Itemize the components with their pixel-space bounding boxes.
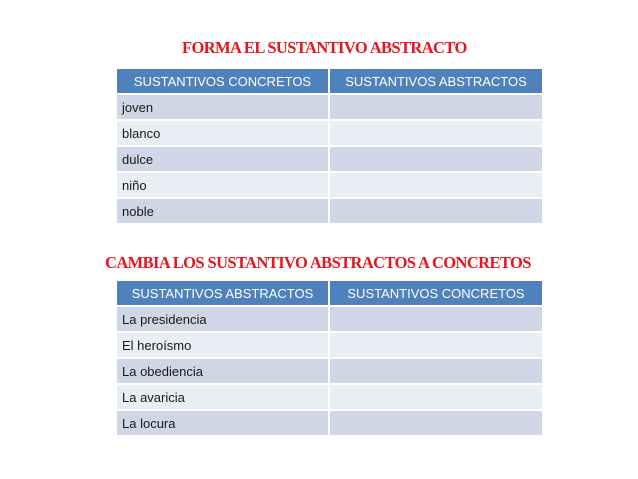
abstract-to-concrete-table: [115, 279, 544, 437]
table-row: [117, 307, 542, 331]
table-row: [117, 385, 542, 409]
column-header-concrete: SUSTANTIVOS CONCRETOS: [330, 281, 542, 305]
answer-cell[interactable]: [330, 333, 542, 357]
word-cell: La locura: [117, 411, 328, 435]
table-row: [117, 411, 542, 435]
word-cell: blanco: [117, 121, 328, 145]
answer-cell[interactable]: [330, 411, 542, 435]
section2-title: CAMBIA LOS SUSTANTIVO ABSTRACTOS A CONCRETOS: [105, 253, 531, 272]
table-row: [117, 173, 542, 197]
column-header-abstract: SUSTANTIVOS ABSTRACTOS: [117, 281, 328, 305]
word-cell: La obediencia: [117, 359, 328, 383]
answer-cell[interactable]: [330, 147, 542, 171]
answer-cell[interactable]: [330, 199, 542, 223]
section1-title: FORMA EL SUSTANTIVO ABSTRACTO: [182, 38, 467, 57]
word-cell: noble: [117, 199, 328, 223]
answer-cell[interactable]: [330, 173, 542, 197]
column-header-concrete: SUSTANTIVOS CONCRETOS: [117, 69, 328, 93]
word-cell: La avaricia: [117, 385, 328, 409]
table-row: [117, 359, 542, 383]
answer-cell[interactable]: [330, 359, 542, 383]
table-row: [117, 121, 542, 145]
table-row: [117, 147, 542, 171]
table-header-row: [117, 281, 542, 305]
table-row: [117, 333, 542, 357]
column-header-abstract: SUSTANTIVOS ABSTRACTOS: [330, 69, 542, 93]
word-cell: niño: [117, 173, 328, 197]
table-header-row: [117, 69, 542, 93]
answer-cell[interactable]: [330, 121, 542, 145]
table-row: [117, 95, 542, 119]
concrete-to-abstract-table: [115, 67, 544, 225]
table-row: [117, 199, 542, 223]
answer-cell[interactable]: [330, 385, 542, 409]
word-cell: El heroísmo: [117, 333, 328, 357]
word-cell: dulce: [117, 147, 328, 171]
word-cell: La presidencia: [117, 307, 328, 331]
answer-cell[interactable]: [330, 307, 542, 331]
answer-cell[interactable]: [330, 95, 542, 119]
word-cell: joven: [117, 95, 328, 119]
